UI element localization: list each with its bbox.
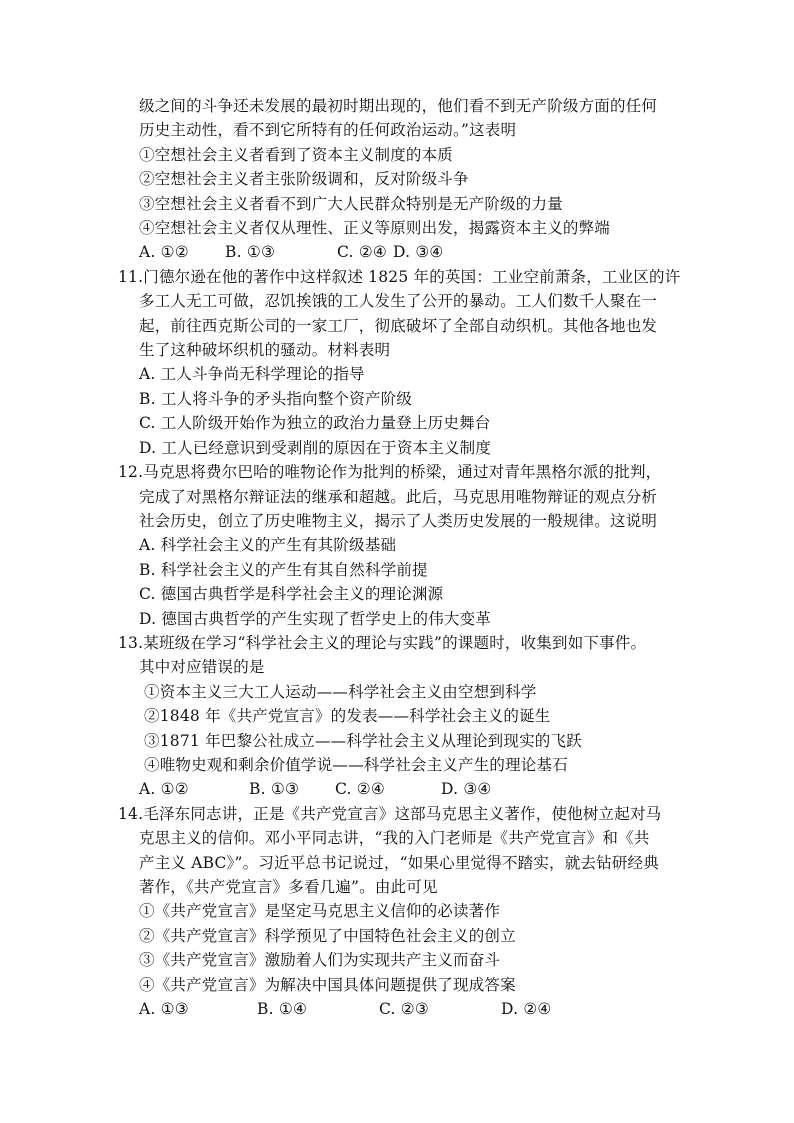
question-stem: 14.毛泽东同志讲，正是《共产党宣言》这部马克思主义著作，使他树立起对马 — [118, 804, 662, 823]
answer-options — [118, 997, 678, 1021]
option-a[interactable]: A. ①③ — [139, 1000, 189, 1019]
option-d[interactable]: D. ③④ — [393, 243, 444, 262]
option-a[interactable]: A. ①② — [139, 243, 189, 262]
statement-3: ③1871 年巴黎公社成立——科学社会主义从理论到现实的飞跃 — [144, 731, 582, 750]
question-text-line: 生了这种破坏织机的骚动。材料表明 — [139, 341, 391, 360]
option-c[interactable]: C. ②④ — [337, 243, 387, 262]
question-text-line: 产主义 ABC》”。习近平总书记说过，“如果心里觉得不踏实，就去钻研经典 — [139, 853, 659, 872]
option-b[interactable]: B. ①③ — [249, 780, 300, 799]
question-text-line: 克思主义的信仰。邓小平同志讲，“我的入门老师是《共产党宣言》和《共 — [139, 829, 650, 848]
question-11 — [118, 265, 681, 460]
option-a[interactable]: A. ①② — [139, 780, 189, 799]
answer-options — [118, 777, 678, 801]
question-13 — [118, 631, 678, 802]
statement-4: ④《共产党宣言》为解决中国具体问题提供了现成答案 — [139, 975, 516, 994]
statement-2: ②《共产党宣言》科学预见了中国特色社会主义的创立 — [139, 926, 516, 945]
statement-1: ①资本主义三大工人运动——科学社会主义由空想到科学 — [144, 682, 537, 701]
statement-1: ①空想社会主义者看到了资本主义制度的本质 — [139, 145, 454, 164]
question-text-line: 著作，《共产党宣言》多看几遍”。由此可见 — [139, 878, 438, 896]
statement-3: ③空想社会主义者看不到广大人民群众特别是无产阶级的力量 — [139, 194, 563, 213]
answer-options — [118, 240, 678, 264]
statement-4: ④空想社会主义者仅从理性、正义等原则出发，揭露资本主义的弊端 — [139, 219, 611, 238]
option-b[interactable]: B. 工人将斗争的矛头指向整个资产阶级 — [139, 389, 413, 408]
option-d[interactable]: D. 德国古典哲学的产生实现了哲学史上的伟大变革 — [139, 609, 492, 628]
option-d[interactable]: D. ③④ — [441, 780, 492, 799]
statement-3: ③《共产党宣言》激励着人们为实现共产主义而奋斗 — [139, 951, 501, 970]
statement-2: ②空想社会主义者主张阶级调和，反对阶级斗争 — [139, 170, 469, 189]
option-b[interactable]: B. ①③ — [225, 243, 276, 262]
question-text-line: 完成了对黑格尔辩证法的继承和超越。此后，马克思用唯物辩证的观点分析 — [139, 487, 658, 506]
question-stem: 11.门德尔逊在他的著作中这样叙述 1825 年的英国：工业空前萧条，工业区的许 — [118, 267, 681, 286]
statement-1: ①《共产党宣言》是坚定马克思主义信仰的必读著作 — [139, 902, 501, 921]
option-b[interactable]: B. ①④ — [257, 1000, 308, 1019]
option-d[interactable]: D. 工人已经意识到受剥削的原因在于资本主义制度 — [139, 438, 492, 457]
question-12 — [118, 460, 678, 631]
question-stem: 13.某班级在学习“科学社会主义的理论与实践”的课题时，收集到如下事件。 — [118, 633, 647, 652]
option-b[interactable]: B. 科学社会主义的产生有其自然科学前提 — [139, 560, 428, 579]
question-list — [118, 94, 681, 1021]
question-14 — [118, 802, 678, 1022]
statement-2: ②1848 年《共产党宣言》的发表——科学社会主义的诞生 — [144, 707, 551, 726]
question-stem: 12.马克思将费尔巴哈的唯物论作为批判的桥梁，通过对青年黑格尔派的批判， — [118, 463, 662, 482]
question-text-line: 起，前往西克斯公司的一家工厂，彻底破坏了全部自动织机。其他各地也发 — [139, 316, 658, 335]
option-d[interactable]: D. ②④ — [501, 1000, 552, 1019]
question-text-line: 社会历史，创立了历史唯物主义，揭示了人类历史发展的一般规律。这说明 — [139, 511, 658, 530]
question-text-line: 多工人无工可做，忍饥挨饿的工人发生了公开的暴动。工人们数千人聚在一 — [139, 292, 658, 311]
option-a[interactable]: A. 工人斗争尚无科学理论的指导 — [139, 365, 365, 384]
option-a[interactable]: A. 科学社会主义的产生有其阶级基础 — [139, 536, 397, 555]
statement-4: ④唯物史观和剩余价值学说——科学社会主义产生的理论基石 — [144, 755, 568, 774]
option-c[interactable]: C. ②④ — [335, 780, 385, 799]
question-text-line: 级之间的斗争还未发展的最初时期出现的，他们看不到无产阶级方面的任何 — [139, 97, 658, 115]
question-text-line: 历史主动性，看不到它所特有的任何政治运动。”这表明 — [139, 121, 517, 140]
question-10-tail — [118, 94, 678, 265]
option-c[interactable]: C. 工人阶级开始作为独立的政治力量登上历史舞台 — [139, 414, 491, 433]
option-c[interactable]: C. ②③ — [379, 1000, 429, 1019]
option-c[interactable]: C. 德国古典哲学是科学社会主义的理论渊源 — [139, 585, 444, 604]
question-text-line: 其中对应错误的是 — [139, 658, 265, 677]
